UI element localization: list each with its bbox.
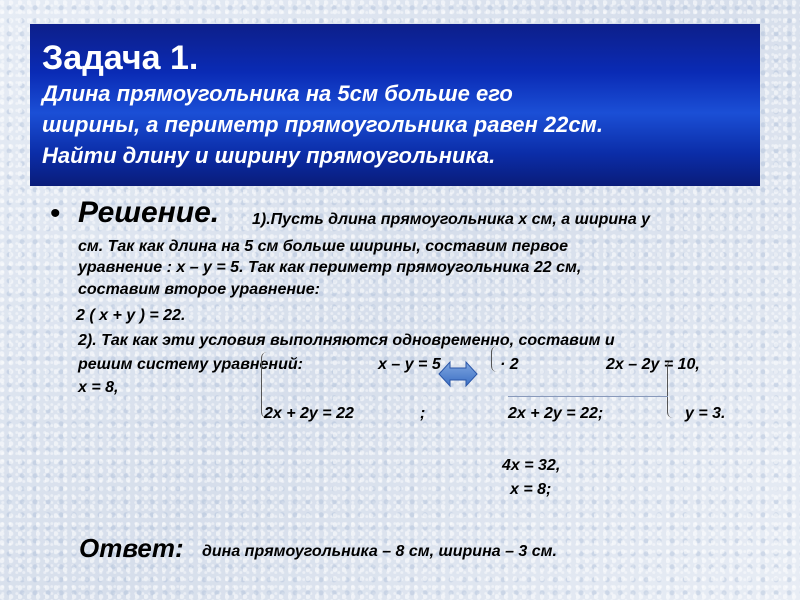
answer-label: Ответ: <box>79 533 184 563</box>
equation-2: 2 ( х + у ) = 22. <box>76 307 186 324</box>
task-line-2: ширины, а периметр прямоугольника равен 22см. <box>42 112 603 137</box>
solution-line-4: составим второе уравнение: <box>78 281 321 298</box>
sum-equation: 4х = 32, <box>502 457 561 474</box>
system-2-eq-1: 2х – 2у = 10, <box>606 356 700 373</box>
system-1-eq-1: х – у = 5 <box>378 356 441 373</box>
multiplier-brace <box>491 346 498 372</box>
task-line-3: Найти длину и ширину прямоугольника. <box>42 143 496 168</box>
multiplier: · 2 <box>500 356 519 373</box>
solution-line-1: 1).Пусть длина прямоугольника х см, а ширина у <box>252 211 651 228</box>
addition-line <box>508 396 668 397</box>
system-2-eq-2: 2х + 2у = 22; <box>508 405 604 422</box>
solution-line-5: 2). Так как эти условия выполняются одновременно, составим и <box>78 332 615 349</box>
solution-label: Решение. <box>78 196 220 229</box>
solution-line-6: решим систему уравнений: <box>78 356 303 373</box>
x-equals-8-a: х = 8, <box>78 379 119 396</box>
system-brace-2 <box>667 360 674 418</box>
system-1-eq-2: 2х + 2у = 22 <box>264 405 354 422</box>
double-arrow-icon <box>438 360 478 393</box>
task-heading: Задача 1. <box>42 39 199 77</box>
bullet-icon: • <box>50 197 61 230</box>
title-box <box>30 24 760 186</box>
solution-line-2: см. Так как длина на 5 см больше ширины, составим первое <box>78 238 569 255</box>
solution-line-3: уравнение : х – у = 5. Так как периметр прямоугольника 22 см, <box>78 259 582 276</box>
semicolon: ; <box>420 405 426 422</box>
answer-text: дина прямоугольника – 8 см, ширина – 3 см. <box>202 543 557 560</box>
y-equals-3: у = 3. <box>685 405 726 422</box>
x-equals-8-b: х = 8; <box>510 481 552 498</box>
task-line-1: Длина прямоугольника на 5см больше его <box>42 81 513 106</box>
